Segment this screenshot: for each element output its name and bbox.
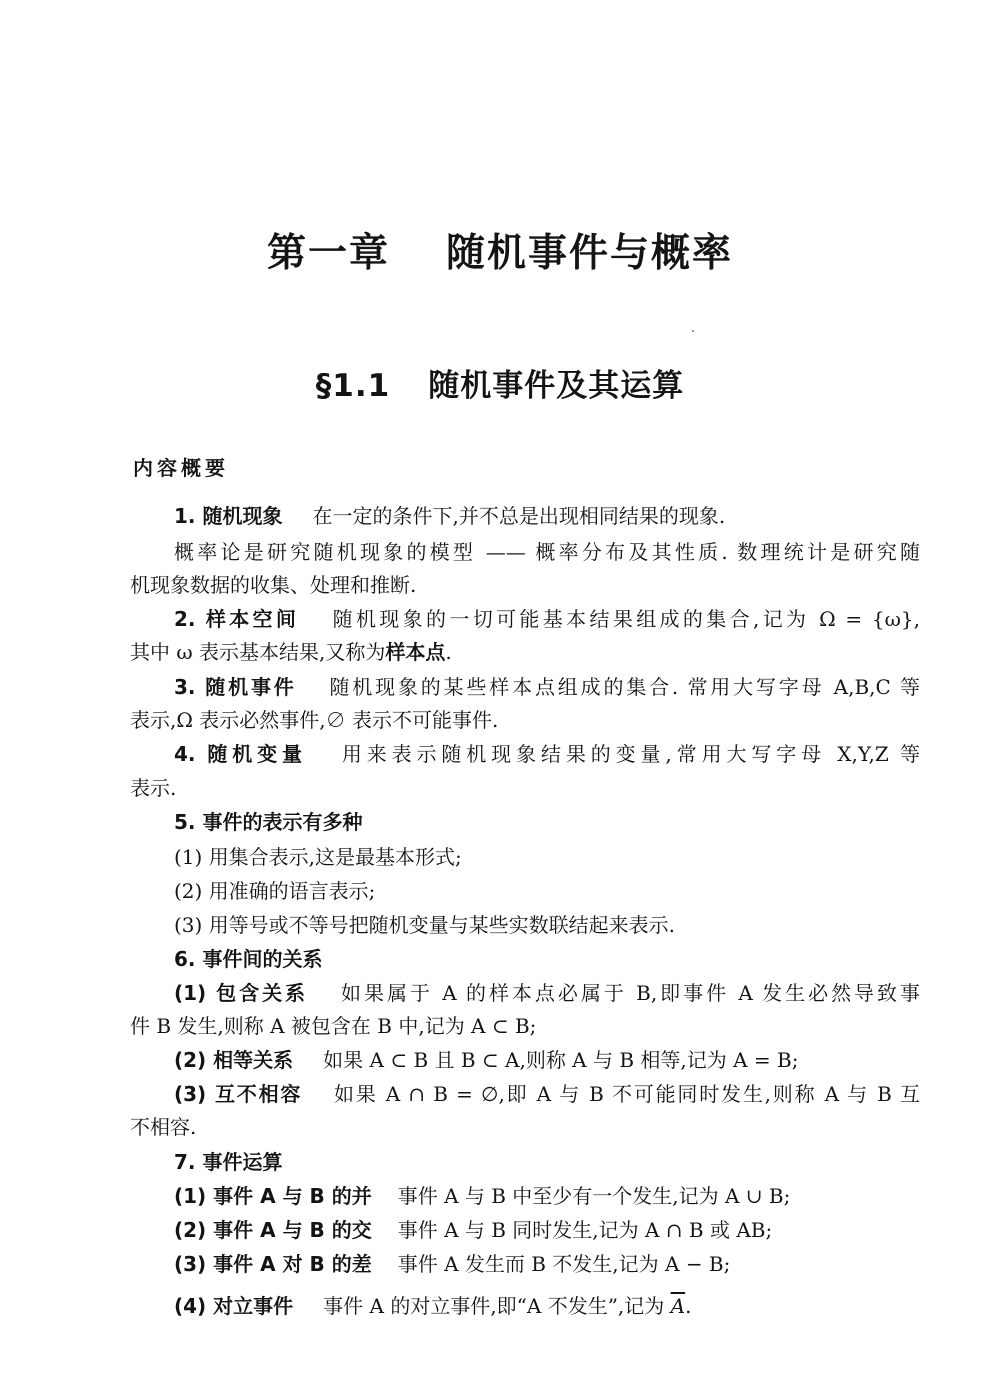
- item-7-3-label: (3) 事件 A 对 B 的差: [174, 1252, 372, 1276]
- item-7-4-text: 事件 A 的对立事件,即“A 不发生”,记为: [323, 1294, 665, 1318]
- item-3: [174, 673, 920, 701]
- item-4-label: 4. 随机变量: [174, 742, 307, 766]
- item-6-1-label: (1) 包含关系: [174, 981, 309, 1005]
- item-7-3: [174, 1250, 730, 1278]
- item-7-1-text: 事件 A 与 B 中至少有一个发生,记为 A ∪ B;: [397, 1184, 791, 1208]
- section-title: 随机事件及其运算: [428, 368, 685, 404]
- item-6-2-text: 如果 A ⊂ B 且 B ⊂ A,则称 A 与 B 相等,记为 A = B;: [323, 1048, 799, 1072]
- item-7-4-symbol: $\overline{A}$: [670, 1294, 686, 1318]
- chapter-heading: [0, 222, 1000, 278]
- item-3-label: 3. 随机事件: [174, 675, 297, 699]
- item-7-3-text: 事件 A 发生而 B 不发生,记为 A − B;: [397, 1252, 731, 1276]
- item-6-2: [174, 1046, 798, 1074]
- item-1: [174, 502, 725, 530]
- item-2-label: 2. 样本空间: [174, 607, 300, 631]
- section-number: §1.1: [315, 368, 391, 404]
- item-5-3: (3) 用等号或不等号把随机变量与某些实数联结起来表示.: [174, 913, 676, 937]
- item-6-label: 6. 事件间的关系: [174, 947, 323, 971]
- item-7-4-label: (4) 对立事件: [174, 1294, 294, 1318]
- item-5-2: (2) 用准确的语言表示;: [174, 879, 376, 903]
- para-1-line-2: 机现象数据的收集、处理和推断.: [130, 573, 417, 597]
- item-6-3-cont: 不相容.: [130, 1115, 197, 1139]
- item-7-1-label: (1) 事件 A 与 B 的并: [174, 1184, 372, 1208]
- summary-heading: 内容概要: [133, 456, 229, 480]
- chapter-title: 随机事件与概率: [446, 231, 734, 276]
- item-6-1-cont: 件 B 发生,则称 A 被包含在 B 中,记为 A ⊂ B;: [130, 1014, 537, 1038]
- item-6-2-label: (2) 相等关系: [174, 1048, 294, 1072]
- item-7-label: 7. 事件运算: [174, 1150, 283, 1174]
- item-4-text: 用来表示随机现象结果的变量,常用大写字母 X,Y,Z 等: [336, 742, 920, 766]
- item-4: [174, 740, 920, 768]
- item-3-cont: 表示,Ω 表示必然事件,∅ 表示不可能事件.: [130, 708, 499, 732]
- item-2-cont-bold: 样本点: [385, 640, 446, 664]
- item-7-4: [174, 1292, 691, 1320]
- item-6-1-text: 如果属于 A 的样本点必属于 B,即事件 A 发生必然导致事: [338, 981, 920, 1005]
- scan-dot: [692, 330, 694, 332]
- item-3-text: 随机现象的某些样本点组成的集合. 常用大写字母 A,B,C 等: [326, 675, 920, 699]
- item-2-cont: [130, 638, 452, 666]
- item-7-2-label: (2) 事件 A 与 B 的交: [174, 1218, 372, 1242]
- item-1-text: 在一定的条件下,并不总是出现相同结果的现象.: [312, 504, 726, 528]
- item-2-cont-post: .: [445, 640, 452, 664]
- item-2: [174, 605, 920, 633]
- item-1-label: 1. 随机现象: [174, 504, 283, 528]
- item-6-3-text: 如果 A ∩ B = ∅,即 A 与 B 不可能同时发生,则称 A 与 B 互: [332, 1082, 920, 1106]
- para-1-line-1: 概率论是研究随机现象的模型 —— 概率分布及其性质. 数理统计是研究随: [174, 540, 920, 564]
- item-7-4-end: .: [685, 1294, 692, 1318]
- item-7-2-text: 事件 A 与 B 同时发生,记为 A ∩ B 或 AB;: [397, 1218, 773, 1242]
- item-6-1: [174, 979, 920, 1007]
- chapter-number: 第一章: [266, 231, 390, 276]
- section-heading: [0, 360, 1000, 405]
- item-5-1: (1) 用集合表示,这是最基本形式;: [174, 845, 462, 869]
- item-6-3: [174, 1080, 920, 1108]
- item-2-text: 随机现象的一切可能基本结果组成的集合,记为 Ω = {ω},: [329, 607, 920, 631]
- item-6-3-label: (3) 互不相容: [174, 1082, 303, 1106]
- item-5-label: 5. 事件的表示有多种: [174, 810, 363, 834]
- item-4-cont: 表示.: [130, 776, 177, 800]
- item-7-2: [174, 1216, 772, 1244]
- item-7-1: [174, 1182, 790, 1210]
- item-2-cont-pre: 其中 ω 表示基本结果,又称为: [130, 640, 386, 664]
